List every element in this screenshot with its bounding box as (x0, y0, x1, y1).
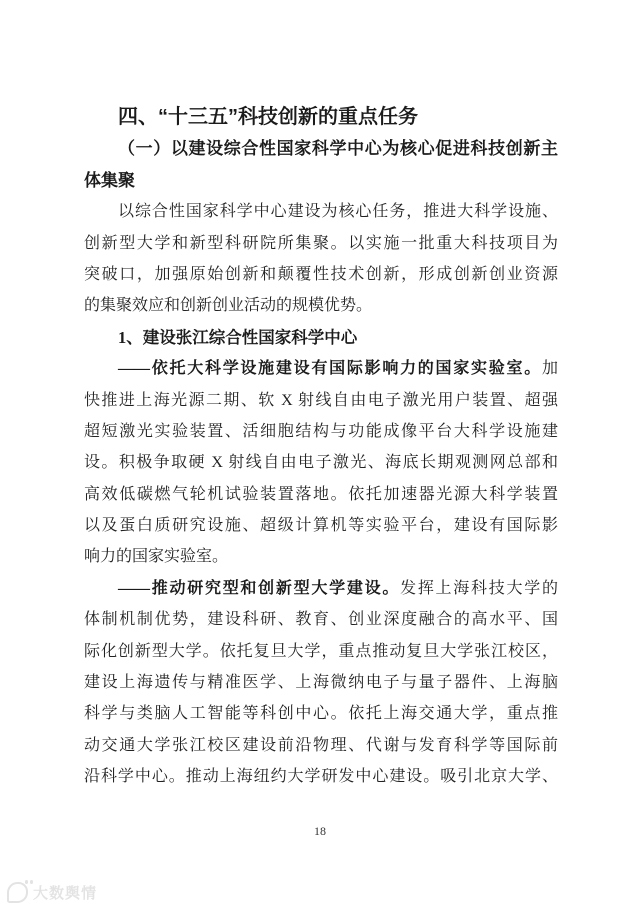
universities-line-5: 科学与类脑人工智能等科创中心。依托上海交通大学，重点推 (84, 705, 558, 723)
page-number: 18 (314, 824, 326, 838)
universities-line-4: 建设上海遗传与精准医学、上海微纳电子与量子器件、上海脑 (84, 674, 558, 692)
intro-line-2: 创新型大学和新型科研院所集聚。以实施一批重大科技项目为 (84, 234, 558, 252)
labs-line-1 (84, 353, 558, 384)
section-heading: 四、“十三五”科技创新的重点任务 (118, 106, 418, 128)
universities-line-6: 动交通大学张江校区建设前沿物理、代谢与发育科学等国际前 (84, 736, 558, 754)
intro-line-4: 的集聚效应和创新创业活动的规模优势。 (84, 297, 373, 315)
item1-heading: 1、建设张江综合性国家科学中心 (118, 327, 358, 347)
universities-line-7: 沿科学中心。推动上海纽约大学研发中心建设。吸引北京大学、 (84, 768, 558, 786)
labs-line-3: 超短激光实验装置、活细胞结构与功能成像平台大科学设施建 (84, 422, 558, 440)
watermark-logo-icon (7, 882, 28, 903)
watermark-text: 大数舆情 (33, 886, 98, 902)
universities-lead-bold: ——推动研究型和创新型大学建设。 (118, 579, 401, 597)
labs-line-1-rest: 加 (541, 360, 558, 378)
universities-line-3: 际化创新型大学。依托复旦大学，重点推动复旦大学张江校区， (84, 642, 558, 660)
document-body (84, 102, 558, 793)
labs-line-4: 设。积极争取硬 X 射线自由电子激光、海底长期观测网总部和 (84, 454, 558, 472)
labs-line-2: 快推进上海光源二期、软 X 射线自由电子激光用户装置、超强 (84, 391, 558, 409)
watermark (7, 882, 97, 903)
labs-line-7: 响力的国家实验室。 (84, 548, 229, 566)
intro-line-3: 突破口，加强原始创新和颠覆性技术创新，形成创新创业资源 (84, 265, 558, 283)
subsection-heading-line-1: （一）以建设综合性国家科学中心为核心促进科技创新主 (118, 139, 558, 159)
labs-line-6: 以及蛋白质研究设施、超级计算机等实验平台，建设有国际影 (84, 517, 558, 535)
universities-line-1-rest: 发挥上海科技大学的 (400, 579, 558, 597)
subsection-heading-line-2: 体集聚 (84, 170, 135, 190)
universities-line-1 (84, 573, 558, 604)
labs-line-5: 高效低碳燃气轮机试验装置落地。依托加速器光源大科学装置 (84, 485, 558, 503)
intro-line-1: 以综合性国家科学中心建设为核心任务，推进大科学设施、 (118, 203, 558, 221)
universities-line-2: 体制机制优势，建设科研、教育、创业深度融合的高水平、国 (84, 611, 558, 629)
labs-lead-bold: ——依托大科学设施建设有国际影响力的国家实验室。 (118, 360, 542, 378)
